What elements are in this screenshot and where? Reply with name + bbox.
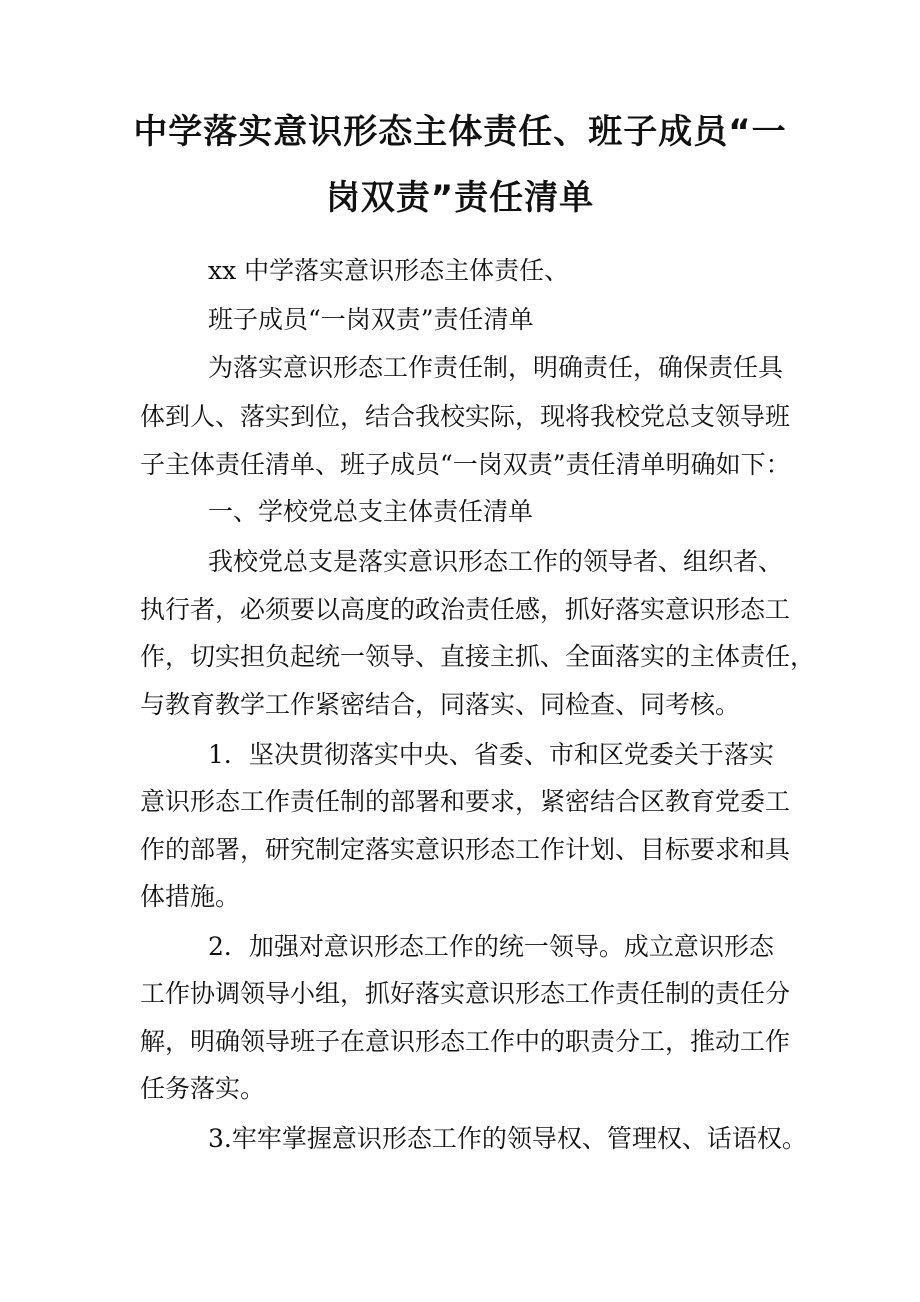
- section-1-paragraph-line-4: 与教育教学工作紧密结合，同落实、同检查、同考核。: [140, 690, 741, 719]
- item-1-line-4: 体措施。: [140, 882, 241, 911]
- intro-paragraph-line-2: 体到人、落实到位，结合我校实际，现将我校党总支领导班: [140, 402, 791, 431]
- item-2-line-4: 任务落实。: [140, 1074, 266, 1103]
- item-1-line-3: 作的部署，研究制定落实意识形态工作计划、目标要求和具: [140, 835, 791, 864]
- section-1-paragraph-line-2: 执行者，必须要以高度的政治责任感，抓好落实意识形态工: [140, 595, 791, 624]
- subheading-line-1: xx 中学落实意识形态主体责任、: [208, 256, 570, 285]
- item-3-line-1: 3.牢牢掌握意识形态工作的领导权、管理权、话语权。: [208, 1124, 807, 1153]
- item-2-line-3: 解，明确领导班子在意识形态工作中的职责分工，推动工作: [140, 1027, 791, 1056]
- document-title-line-2: 岗双责”责任清单: [325, 178, 595, 218]
- intro-paragraph-line-3: 子主体责任清单、班子成员“一岗双责”责任清单明确如下：: [140, 450, 791, 479]
- section-1-paragraph-line-1: 我校党总支是落实意识形态工作的领导者、组织者、: [208, 547, 784, 576]
- subheading-line-2: 班子成员“一岗双责”责任清单: [208, 305, 534, 334]
- document-title-line-1: 中学落实意识形态主体责任、班子成员“一: [133, 112, 787, 152]
- item-2-line-1: 2．加强对意识形态工作的统一领导。成立意识形态: [208, 932, 774, 961]
- item-2-line-2: 工作协调领导小组，抓好落实意识形态工作责任制的责任分: [140, 979, 791, 1008]
- item-1-line-1: 1．坚决贯彻落实中央、省委、市和区党委关于落实: [208, 740, 774, 769]
- item-1-line-2: 意识形态工作责任制的部署和要求，紧密结合区教育党委工: [140, 787, 791, 816]
- section-1-paragraph-line-3: 作，切实担负起统一领导、直接主抓、全面落实的主体责任，: [140, 642, 816, 671]
- intro-paragraph-line-1: 为落实意识形态工作责任制，明确责任，确保责任具: [208, 353, 784, 382]
- section-1-heading: 一、学校党总支主体责任清单: [208, 497, 534, 526]
